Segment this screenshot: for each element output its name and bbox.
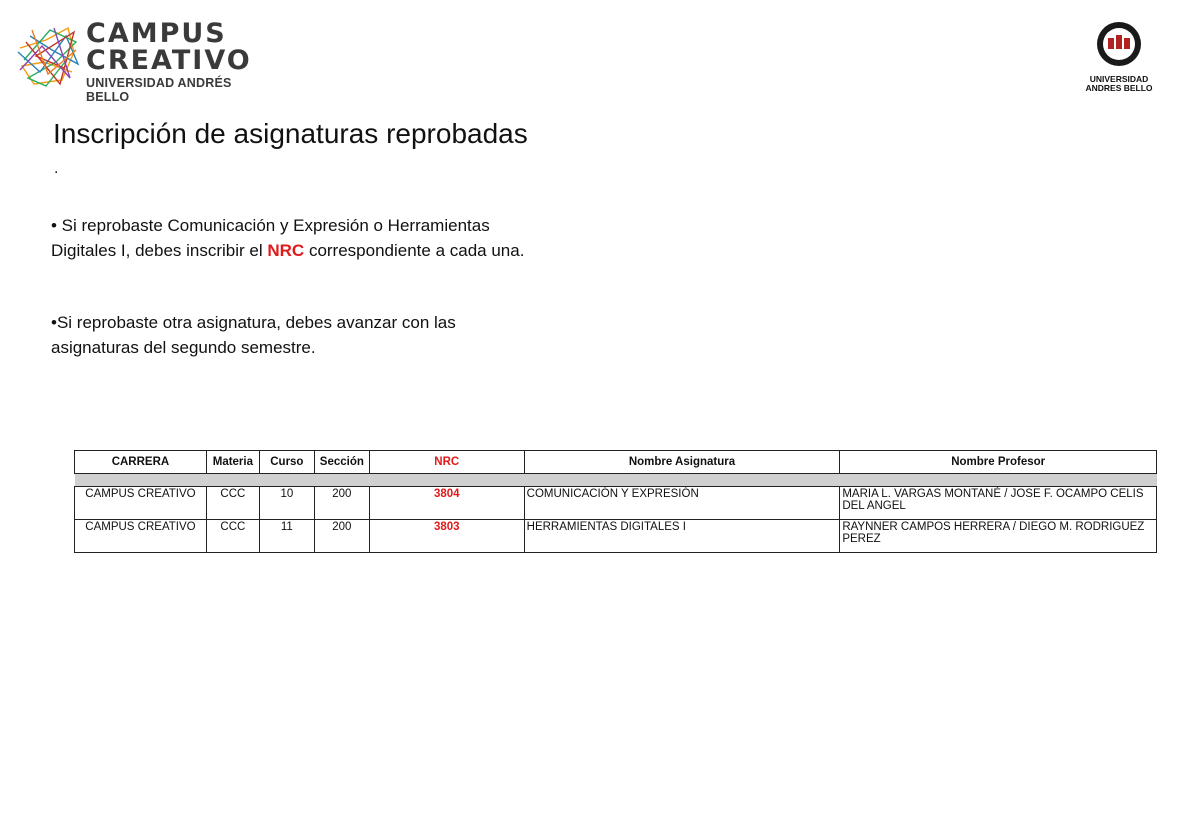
cell-materia: CCC <box>206 487 259 520</box>
title-dot: . <box>54 160 59 177</box>
instruction-paragraph-1 <box>51 214 531 263</box>
table-separator-row <box>75 474 1157 487</box>
para1-text-pre: • Si reprobaste Comunicación y Expresión o Herramientas Digitales I, debes inscribir el <box>51 216 490 260</box>
table-header-row <box>75 451 1157 474</box>
cell-nombre-asignatura: COMUNICACIÓN Y EXPRESIÓN <box>524 487 840 520</box>
campus-creativo-logo <box>16 18 256 104</box>
cell-materia: CCC <box>206 520 259 553</box>
cell-nrc: 3803 <box>369 520 524 553</box>
seal-line-1: UNIVERSIDAD <box>1089 74 1149 84</box>
cell-nombre-profesor: MARIA L. VARGAS MONTANÉ / JOSE F. OCAMPO CELIS DEL ANGEL <box>840 487 1157 520</box>
cell-carrera: CAMPUS CREATIVO <box>75 520 207 553</box>
cell-seccion: 200 <box>314 487 369 520</box>
cell-curso: 11 <box>259 520 314 553</box>
brand-line-1: CAMPUS <box>86 18 227 49</box>
table-row <box>75 487 1157 520</box>
header-curso: Curso <box>259 451 314 474</box>
table-row <box>75 520 1157 553</box>
header-materia: Materia <box>206 451 259 474</box>
header-nombre-profesor: Nombre Profesor <box>840 451 1157 474</box>
para1-nrc-highlight: NRC <box>267 240 305 260</box>
unab-seal-icon <box>1095 20 1143 70</box>
cell-nombre-asignatura: HERRAMIENTAS DIGITALES I <box>524 520 840 553</box>
campus-creativo-mark-icon <box>16 22 80 90</box>
header-seccion: Sección <box>314 451 369 474</box>
para1-text-post: correspondiente a cada una. <box>304 240 525 260</box>
brand-line-3: UNIVERSIDAD ANDRÉS BELLO <box>86 76 232 104</box>
header-nombre-asignatura: Nombre Asignatura <box>524 451 840 474</box>
page-title: Inscripción de asignaturas reprobadas <box>53 118 528 149</box>
unab-seal-logo <box>1084 20 1154 94</box>
cell-nombre-profesor: RAYNNER CAMPOS HERRERA / DIEGO M. RODRIGUEZ PEREZ <box>840 520 1157 553</box>
cell-curso: 10 <box>259 487 314 520</box>
nrc-table <box>74 450 1157 553</box>
header-carrera: CARRERA <box>75 451 207 474</box>
separator-cell <box>75 474 1157 487</box>
cell-seccion: 200 <box>314 520 369 553</box>
header-nrc: NRC <box>369 451 524 474</box>
brand-wordmark <box>86 20 256 104</box>
seal-line-2: ANDRES BELLO <box>1085 83 1153 93</box>
instruction-paragraph-2: •Si reprobaste otra asignatura, debes avanzar con las asignaturas del segundo semestre. <box>51 313 456 357</box>
brand-line-2: CREATIVO <box>86 45 252 76</box>
cell-nrc: 3804 <box>369 487 524 520</box>
cell-carrera: CAMPUS CREATIVO <box>75 487 207 520</box>
